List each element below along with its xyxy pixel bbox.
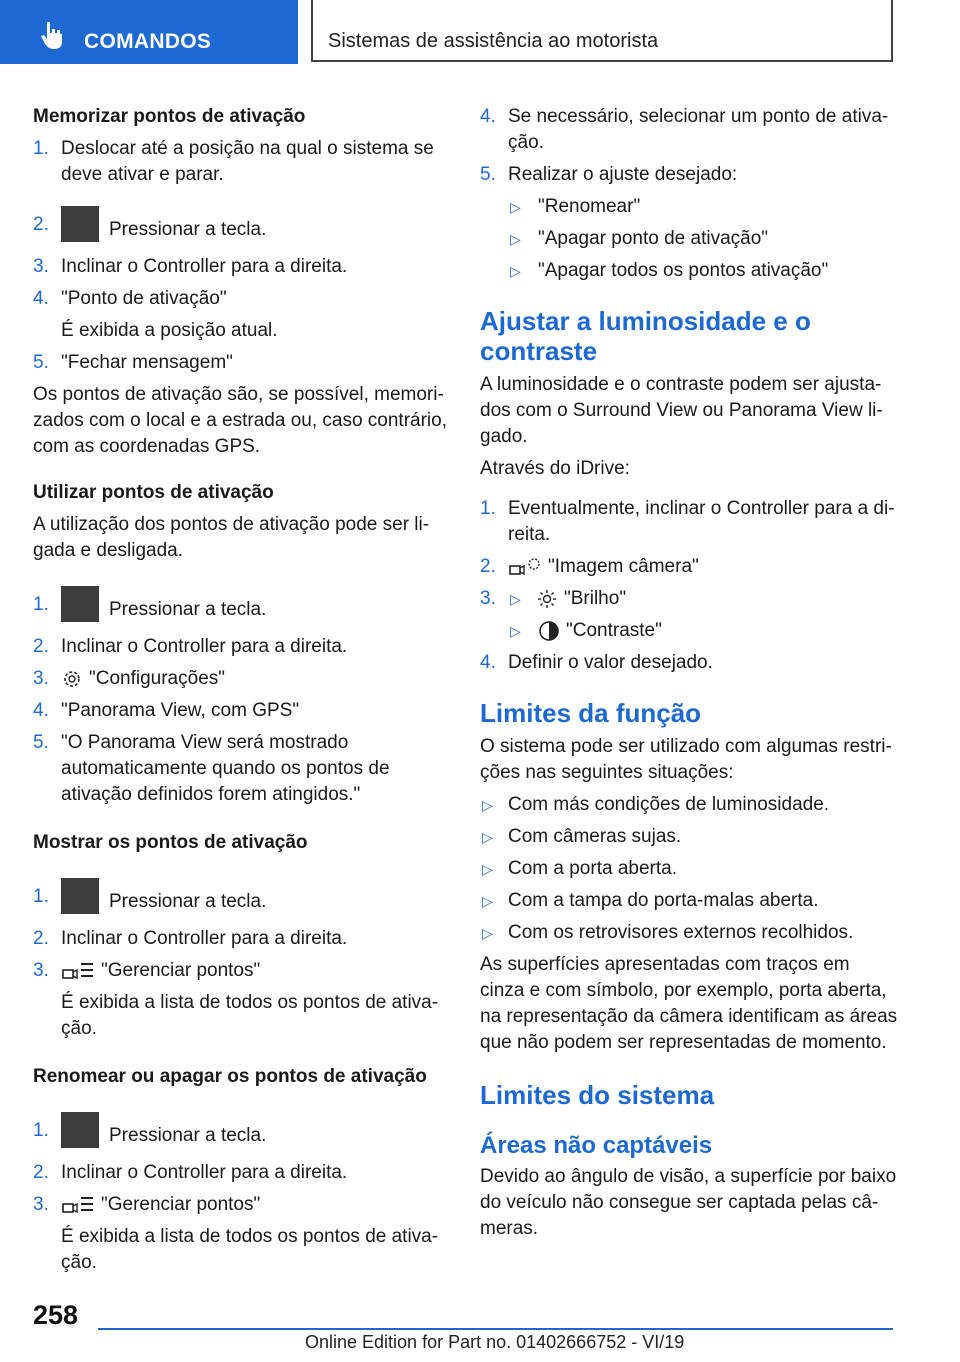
- contrast-icon: [538, 620, 560, 642]
- heading-renomear: Renomear ou apagar os pontos de ativação: [33, 1066, 427, 1087]
- chapter-label: COMANDOS: [84, 30, 212, 53]
- list-item: 2. Pressionar a tecla.: [33, 212, 451, 248]
- bullet-item: ▷ Com más condições de luminosidade.: [480, 792, 898, 818]
- heading-mostrar: Mostrar os pontos de ativação: [33, 832, 308, 853]
- triangle-bullet-icon: ▷: [482, 829, 493, 845]
- bullet-item: ▷ Com os retrovisores externos recolhidos.: [480, 920, 898, 946]
- heading-utilizar: Utilizar pontos de ativação: [33, 482, 274, 503]
- camera-list-icon: [61, 960, 95, 982]
- hand-pointer-icon: [40, 20, 66, 50]
- paragraph: A luminosidade e o contraste podem ser ajusta-dos com o Surround View ou Panorama View li-gado.: [480, 374, 883, 447]
- triangle-bullet-icon: ▷: [510, 231, 521, 247]
- list-item: 1. Pressionar a tecla.: [33, 1118, 451, 1154]
- left-column: [33, 104, 451, 1276]
- triangle-bullet-icon: ▷: [510, 199, 521, 215]
- list-item: 2. Inclinar o Controller para a direita.: [33, 928, 348, 949]
- page-number: 258: [33, 1300, 79, 1330]
- list-item: 1. Pressionar a tecla.: [33, 592, 451, 628]
- bullet-item: ▷ Com a tampa do porta-malas aberta.: [480, 888, 898, 914]
- bullet-item: ▷ Com câmeras sujas.: [480, 824, 898, 850]
- triangle-bullet-icon: ▷: [510, 623, 521, 639]
- sub-item: ▷ "Apagar todos os pontos ativação": [480, 258, 898, 284]
- list-item: 1. Deslocar até a posição na qual o sistema se deve ativar e parar.: [33, 138, 434, 185]
- footer-divider: [98, 1328, 893, 1330]
- gear-icon: [61, 668, 83, 690]
- edition-info: Online Edition for Part no. 01402666752 - VI/19: [305, 1332, 685, 1352]
- camera-settings-icon: [508, 556, 542, 578]
- list-item: 3. ▷ "Brilho": [480, 586, 898, 612]
- camera-key-icon: [61, 1112, 99, 1148]
- camera-key-icon: [61, 586, 99, 622]
- bullet-item: ▷ Com a porta aberta.: [480, 856, 898, 882]
- triangle-bullet-icon: ▷: [482, 925, 493, 941]
- triangle-bullet-icon: ▷: [510, 263, 521, 279]
- camera-key-icon: [61, 206, 99, 242]
- sub-item: ▷ "Contraste": [480, 618, 898, 644]
- list-item: 5. Realizar o ajuste desejado:: [480, 164, 738, 185]
- section-title: Sistemas de assistência ao motorista: [328, 30, 659, 52]
- paragraph: Através do iDrive:: [480, 458, 630, 479]
- sub-item: ▷ "Apagar ponto de ativação": [480, 226, 898, 252]
- list-item: 4. Se necessário, selecionar um ponto de ativa-ção.: [480, 106, 889, 153]
- heading-luminosidade: Ajustar a luminosidade e o contraste: [480, 306, 811, 366]
- list-item: 5. "O Panorama View será mostrado automaticamente quando os pontos de ativação definidos forem atingidos.": [33, 732, 390, 805]
- right-column: [480, 104, 898, 1242]
- list-item: 2. Inclinar o Controller para a direita.: [33, 1162, 348, 1183]
- paragraph: As superfícies apresentadas com traços em cinza e com símbolo, por exemplo, porta aberta, na representação da câmera identificam as áreas que não podem ser representadas de momento.: [480, 954, 898, 1053]
- list-item: 4. Definir o valor desejado.: [480, 652, 713, 673]
- list-item: 4. "Panorama View, com GPS": [33, 700, 300, 721]
- list-item: 3. Inclinar o Controller para a direita.: [33, 256, 348, 277]
- section-header: [311, 0, 893, 62]
- heading-limites-sistema: Limites do sistema: [480, 1080, 715, 1110]
- triangle-bullet-icon: ▷: [510, 591, 521, 607]
- sub-item: ▷ "Renomear": [480, 194, 898, 220]
- heading-areas: Áreas não captáveis: [480, 1132, 713, 1159]
- list-item: 3. "Configurações": [33, 668, 226, 689]
- camera-key-icon: [61, 878, 99, 914]
- list-item: 1. Pressionar a tecla.: [33, 884, 451, 920]
- list-item: 5. "Fechar mensagem": [33, 352, 233, 373]
- paragraph: Os pontos de ativação são, se possível, memori-zados com o local e a estrada ou, caso contrário, com as coordenadas GPS.: [33, 384, 448, 457]
- list-item: 3. "Gerenciar pontos": [33, 960, 261, 981]
- heading-limites-funcao: Limites da função: [480, 698, 702, 728]
- list-note: É exibida a lista de todos os pontos de ativa-ção.: [61, 992, 439, 1039]
- list-item: 2. "Imagem câmera": [480, 556, 699, 577]
- list-item: 1. Eventualmente, inclinar o Controller para a di-reita.: [480, 498, 895, 545]
- triangle-bullet-icon: ▷: [482, 861, 493, 877]
- heading-memorizar: Memorizar pontos de ativação: [33, 106, 306, 127]
- camera-list-icon: [61, 1194, 95, 1216]
- paragraph: Devido ao ângulo de visão, a superfície por baixo do veículo não consegue ser captada pelas câ-meras.: [480, 1166, 897, 1239]
- chapter-tab: [0, 0, 298, 64]
- list-item: 3. "Gerenciar pontos": [33, 1194, 261, 1215]
- paragraph: O sistema pode ser utilizado com algumas restri-ções nas seguintes situações:: [480, 736, 892, 783]
- triangle-bullet-icon: ▷: [482, 797, 493, 813]
- paragraph: A utilização dos pontos de ativação pode ser li-gada e desligada.: [33, 514, 430, 561]
- list-note: É exibida a lista de todos os pontos de ativa-ção.: [61, 1226, 439, 1273]
- brightness-icon: [536, 588, 558, 610]
- list-item: 4. "Ponto de ativação": [33, 288, 227, 309]
- triangle-bullet-icon: ▷: [482, 893, 493, 909]
- list-item: 2. Inclinar o Controller para a direita.: [33, 636, 348, 657]
- list-note: É exibida a posição atual.: [61, 320, 278, 341]
